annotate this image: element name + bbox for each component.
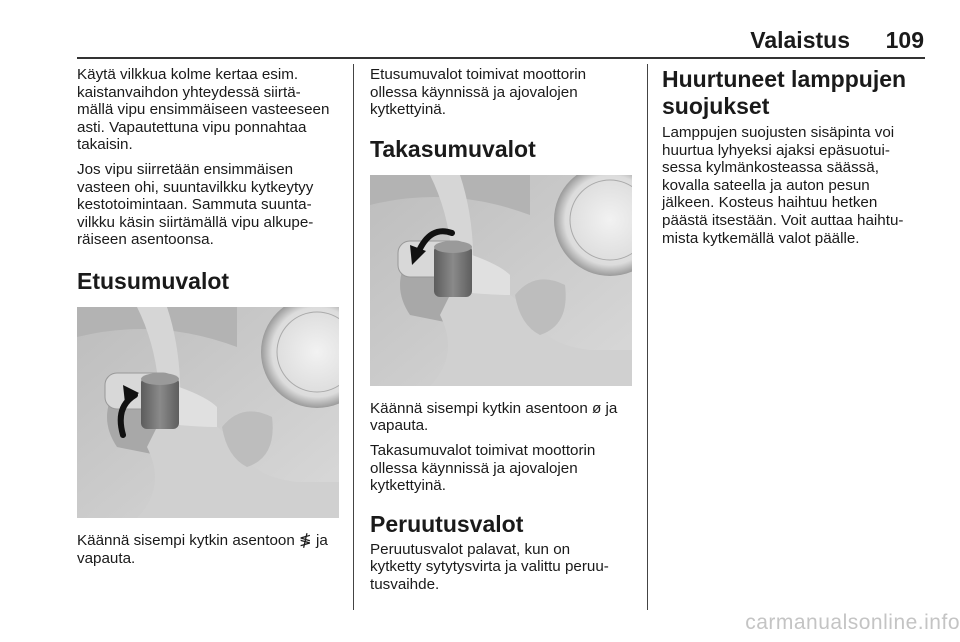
column-2: [370, 66, 636, 601]
column-3: [662, 66, 928, 254]
heading-misted-lamps: Huurtuneet lamppujen suojukset: [662, 66, 907, 119]
header-rule: [77, 57, 925, 59]
paragraph-front-fog-conditions: Etusumuvalot toimivat moottorin ollessa käynnissä ja ajovalojen kytkettyinä.: [370, 66, 587, 119]
paragraph-reversing-lights: Peruutusvalot palavat, kun on kytketty sytytysvirta ja valittu peruu- tusvaihde.: [370, 540, 609, 593]
column-1: [77, 66, 343, 574]
page-number: 109: [885, 27, 924, 53]
caption-front-fog: Käännä sisempi kytkin asentoon ≸ ja vapauta.: [77, 531, 328, 567]
figure-front-fog-switch: [77, 307, 339, 518]
paragraph-rear-fog-conditions: Takasumuvalot toimivat moottorin ollessa käynnissä ja ajovalojen kytkettyinä.: [370, 441, 596, 495]
heading-rear-fog: Takasumuvalot: [370, 135, 536, 162]
column-divider: [647, 64, 648, 610]
caption-rear-fog: Käännä sisempi kytkin asentoon ø ja vapauta.: [370, 399, 618, 435]
column-divider: [353, 64, 354, 610]
section-title: Valaistus: [750, 27, 850, 53]
figure-rear-fog-switch: [370, 175, 632, 386]
paragraph-continuous-signal: Jos vipu siirretään ensimmäisen vasteen ohi, suuntavilkku kytkeytyy kestotoimintaan. Sammuta suunta- vilkku käsin siirtämällä vipu alkupe- räiseen asentoonsa.: [77, 160, 314, 249]
watermark: carmanualsonline.info: [745, 611, 960, 634]
heading-reversing-lights: Peruutusvalot: [370, 510, 524, 537]
heading-front-fog: Etusumuvalot: [77, 267, 230, 294]
paragraph-turn-signal: Käytä vilkkua kolme kertaa esim. kaistanvaihdon yhteydessä siirtä- mällä vipu ensimmäiseen vasteeseen asti. Vapautettuna vipu ponnahtaa takaisin.: [77, 66, 330, 154]
paragraph-misted-lamps: Lamppujen suojusten sisäpinta voi huurtua lyhyeksi ajaksi epäsuotui- sessa kylmänkosteassa säässä, kovalla sateella ja auton pesun jälkeen. Kosteus haihtuu hetken päästä itsestään. Voit auttaa haihtu- mista kytkemällä valot päälle.: [662, 124, 904, 247]
